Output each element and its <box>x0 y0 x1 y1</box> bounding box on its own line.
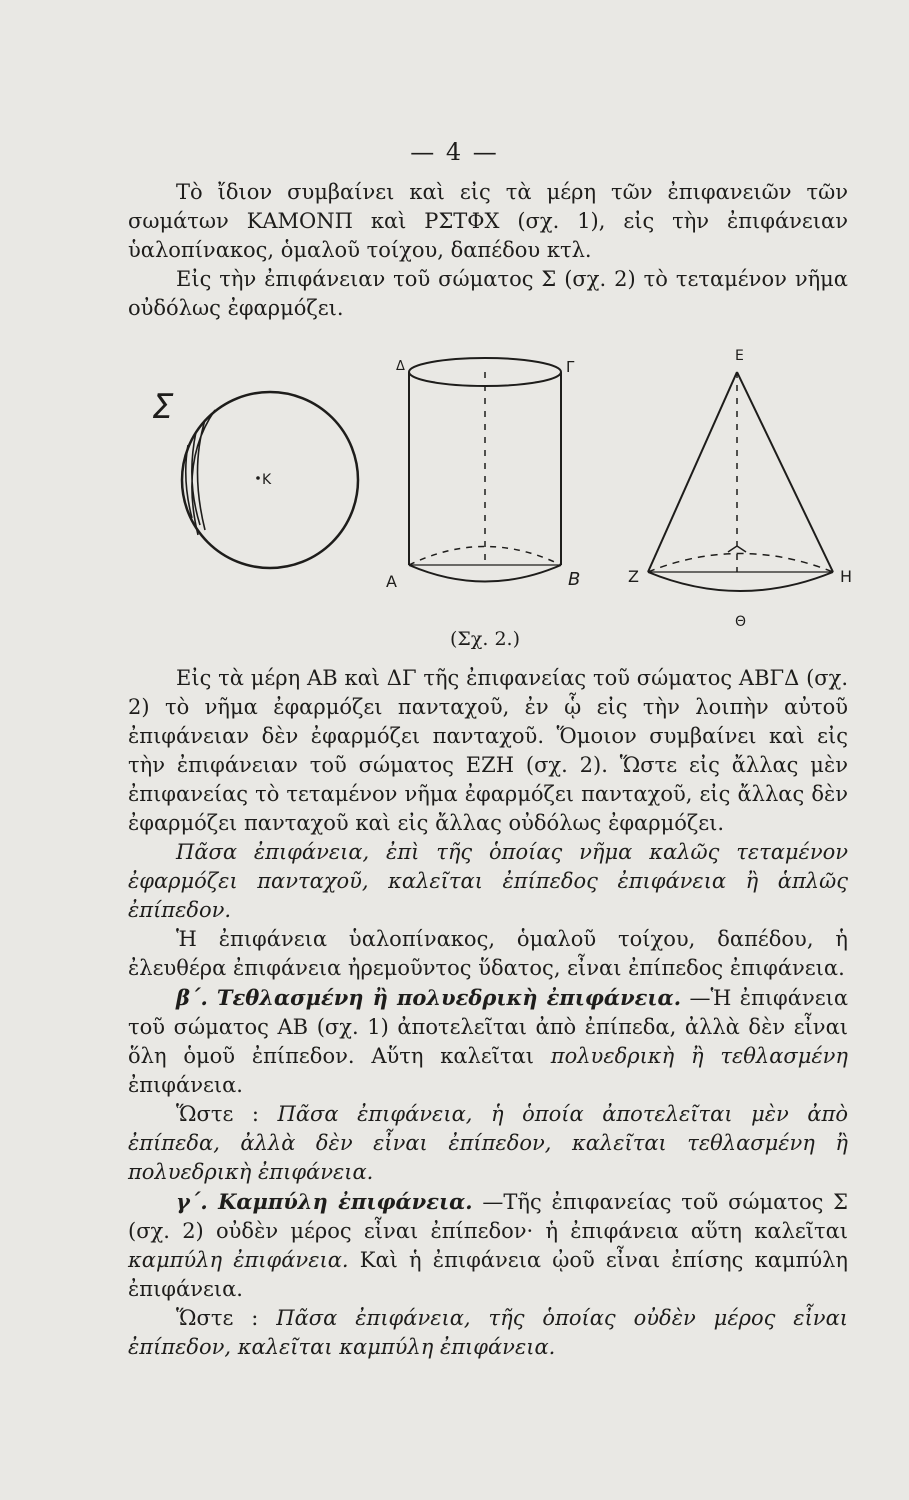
cylinder-bottom-front <box>409 565 561 582</box>
definition-polyhedral-text: Πᾶσα ἐπιφάνεια, ἡ ὁποία ἀποτελεῖται μὲν ἀπὸ ἐπίπεδα, ἀλλὰ δὲν εἶναι ἐπίπεδον, καλεῖται τεθλασμένη ἢ πολυεδρικὴ ἐπιφάνεια. <box>128 1102 848 1184</box>
sphere-center-label: Κ <box>262 472 272 488</box>
term-broken: τεθλασμένη <box>720 1044 848 1068</box>
sphere-figure <box>152 387 358 568</box>
section-heading-curved: γ΄. Καμπύλη ἐπιφάνεια. <box>176 1189 473 1214</box>
cone-label-apex: Ε <box>735 348 744 364</box>
intro-paragraph-1: Τὸ ἴδιον συμβαίνει καὶ εἰς τὰ μέρη τῶν ἐπιφανειῶν τῶν σωμάτων ΚΑΜΟΝΠ καὶ ΡΣΤΦΧ (σχ. 1), εἰς τὴν ἐπιφάνειαν ὑαλοπίνακος, ὁμαλοῦ τοίχου, δαπέδου κτλ. <box>128 180 848 262</box>
cylinder-label-top-left: Δ <box>396 359 405 374</box>
term-polyhedral: πολυεδρικὴ <box>550 1044 675 1068</box>
cylinder-label-bottom-right: Β <box>568 569 581 590</box>
section-polyhedral-text: —Ἡ ἐπιφάνεια τοῦ σώματος ΑΒ (σχ. 1) ἀποτελεῖται ἀπὸ ἐπίπεδα, ἀλλὰ δὲν εἶναι ὅλη ὁμοῦ ἐπίπεδον. Αὕτη καλεῖται <box>128 986 848 1068</box>
cone-label-right: Η <box>840 567 853 586</box>
definition-polyhedral <box>128 1100 848 1187</box>
cone-figure <box>628 348 852 630</box>
cone-base-back <box>648 554 833 573</box>
sphere-center-point <box>256 476 260 480</box>
section-curved <box>128 1187 848 1304</box>
cone-label-bottom: Θ <box>735 614 747 630</box>
sphere-label: Σ <box>152 387 174 427</box>
body-paragraph-3: Ἡ ἐπιφάνεια ὑαλοπίνακος, ὁμαλοῦ τοίχου, δαπέδου, ἡ ἐλευθέρα ἐπιφάνεια ἠρεμοῦντος ὕδατος, εἶναι ἐπίπεδος ἐπιφάνεια. <box>128 927 848 980</box>
definition-curved-text: Πᾶσα ἐπιφάνεια, τῆς ὁποίας οὐδὲν μέρος εἶναι ἐπίπεδον, καλεῖται καμπύλη ἐπιφάνεια. <box>128 1306 848 1359</box>
cylinder-label-bottom-left: Α <box>386 572 397 591</box>
cylinder-label-top-right: Γ <box>566 358 575 376</box>
figure-caption: (Σχ. 2.) <box>450 628 520 650</box>
body-block <box>128 664 848 1362</box>
body-paragraph-1: Εἰς τὰ μέρη ΑΒ καὶ ΔΓ τῆς ἐπιφανείας τοῦ σώματος ΑΒΓΔ (σχ. 2) τὸ νῆμα ἐφαρμόζει πανταχοῦ, ἐν ᾧ εἰς τὴν λοιπὴν αὐτοῦ ἐπιφάνειαν δὲν ἐφαρμόζει πανταχοῦ. Ὅμοιον συμβαίνει καὶ εἰς τὴν ἐπιφάνειαν τοῦ σώματος ΕΖΗ (σχ. 2). Ὥστε εἰς ἄλλας μὲν ἐπιφανείας τὸ τεταμένον νῆμα ἐφαρμόζει πανταχοῦ, εἰς ἄλλας δὲν ἐφαρμόζει πανταχοῦ καὶ εἰς ἄλλας οὐδόλως ἐφαρμόζει. <box>128 666 848 835</box>
section-curved-text: —Τῆς ἐπιφανείας τοῦ σώματος Σ (σχ. 2) οὐδὲν μέρος εἶναι ἐπίπεδον· ἡ ἐπιφάνεια αὕτη καλεῖται <box>128 1190 848 1243</box>
cone-left-side <box>648 372 737 572</box>
section-curved-end: Καὶ ἡ ἐπιφάνεια ᾠοῦ εἶναι ἐπίσης καμπύλη ἐπιφάνεια. <box>128 1248 848 1301</box>
definition-plane: Πᾶσα ἐπιφάνεια, ἐπὶ τῆς ὁποίας νῆμα καλῶς τεταμένον ἐφαρμόζει πανταχοῦ, καλεῖται ἐπίπεδος ἐπιφάνεια ἢ ἁπλῶς ἐπίπεδον. <box>128 840 848 922</box>
intro-paragraph-2: Εἰς τὴν ἐπιφάνειαν τοῦ σώματος Σ (σχ. 2) τὸ τεταμένον νῆμα οὐδόλως ἐφαρμόζει. <box>128 267 848 320</box>
cone-label-left: Ζ <box>628 567 639 586</box>
term-or: ἢ <box>690 1044 704 1068</box>
page-number: — 4 — <box>410 138 499 166</box>
cone-right-angle-mark <box>728 546 746 552</box>
cone-right-side <box>737 372 833 572</box>
definition-curved-lead: Ὥστε : <box>176 1306 259 1330</box>
definition-polyhedral-lead: Ὥστε : <box>176 1102 259 1126</box>
section-polyhedral-end: ἐπιφάνεια. <box>128 1073 243 1097</box>
section-polyhedral <box>128 983 848 1100</box>
section-heading-polyhedral: β΄. Τεθλασμένη ἢ πολυεδρικὴ ἐπιφάνεια. <box>176 985 682 1010</box>
term-curved: καμπύλη ἐπιφάνεια. <box>128 1248 349 1272</box>
cone-base-front <box>648 572 833 591</box>
definition-curved <box>128 1304 848 1362</box>
cylinder-figure <box>386 358 580 591</box>
